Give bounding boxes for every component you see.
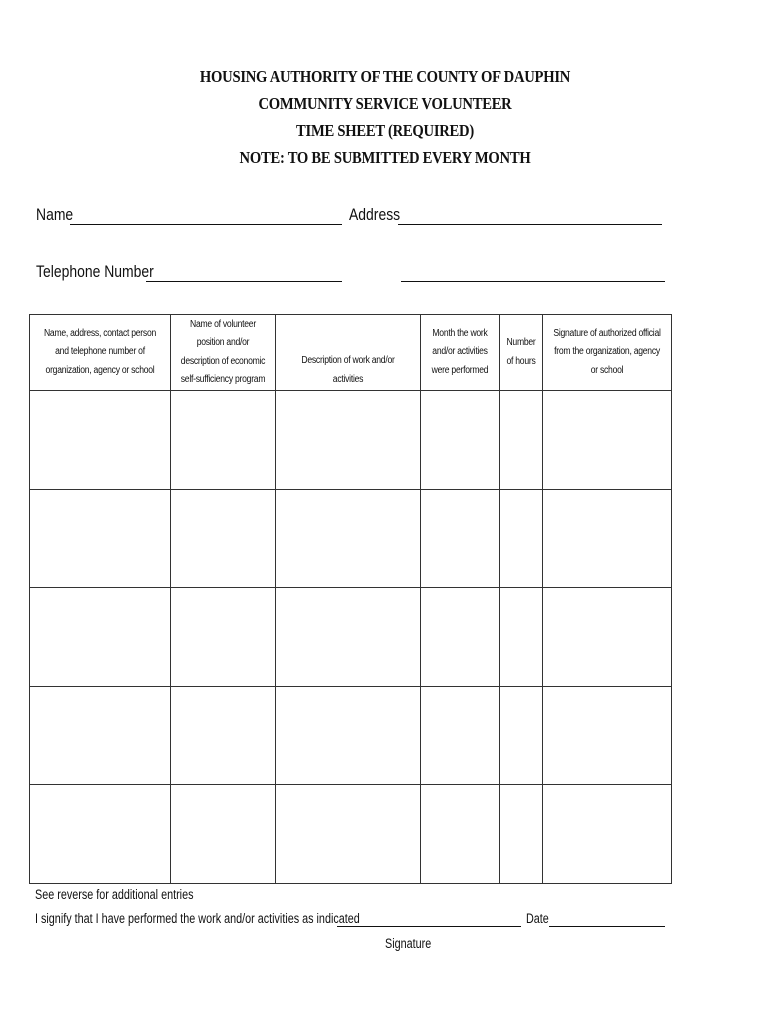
col-description-header: Description of work and/or activities (276, 315, 421, 391)
organization-cell[interactable] (30, 785, 171, 884)
col-signature-header: Signature of authorized official from the organization, agency or school (543, 315, 672, 391)
date-label: Date (526, 911, 549, 926)
table-row (30, 391, 672, 490)
organization-cell[interactable] (30, 588, 171, 687)
col-hours-header: Number of hours (500, 315, 543, 391)
table-row (30, 686, 672, 785)
address-label: Address (349, 205, 401, 224)
month-cell[interactable] (421, 588, 500, 687)
col-position-header: Name of volunteer position and/or description of economic self-sufficiency program (171, 315, 276, 391)
signature-field[interactable] (337, 926, 521, 927)
header-form-type: TIME SHEET (REQUIRED) (296, 121, 474, 140)
table-row (30, 489, 672, 588)
description-cell[interactable] (276, 391, 421, 490)
table-row (30, 588, 672, 687)
certification-statement: I signify that I have performed the work and/or activities as indicated (35, 911, 360, 926)
table-row (30, 785, 672, 884)
position-cell[interactable] (171, 489, 276, 588)
position-cell[interactable] (171, 686, 276, 785)
telephone-field[interactable] (146, 281, 342, 282)
organization-cell[interactable] (30, 686, 171, 785)
description-cell[interactable] (276, 489, 421, 588)
header-note: NOTE: TO BE SUBMITTED EVERY MONTH (239, 148, 531, 167)
name-field[interactable] (70, 224, 342, 225)
signature-cell[interactable] (543, 686, 672, 785)
hours-cell[interactable] (500, 785, 543, 884)
position-cell[interactable] (171, 588, 276, 687)
table-header-row (30, 315, 672, 391)
position-cell[interactable] (171, 785, 276, 884)
hours-cell[interactable] (500, 489, 543, 588)
header-subtitle: COMMUNITY SERVICE VOLUNTEER (258, 94, 512, 113)
reverse-note: See reverse for additional entries (35, 887, 194, 902)
address-line-2-field[interactable] (401, 281, 665, 282)
signature-cell[interactable] (543, 588, 672, 687)
organization-cell[interactable] (30, 391, 171, 490)
col-month-header: Month the work and/or activities were performed (421, 315, 500, 391)
time-sheet-table (29, 314, 672, 884)
signature-label: Signature (385, 936, 432, 951)
date-field[interactable] (549, 926, 665, 927)
position-cell[interactable] (171, 391, 276, 490)
telephone-label: Telephone Number (36, 262, 154, 281)
col-organization-header: Name, address, contact person and telephone number of organization, agency or school (30, 315, 171, 391)
organization-cell[interactable] (30, 489, 171, 588)
description-cell[interactable] (276, 686, 421, 785)
hours-cell[interactable] (500, 686, 543, 785)
signature-cell[interactable] (543, 391, 672, 490)
signature-cell[interactable] (543, 489, 672, 588)
hours-cell[interactable] (500, 588, 543, 687)
month-cell[interactable] (421, 686, 500, 785)
hours-cell[interactable] (500, 391, 543, 490)
signature-cell[interactable] (543, 785, 672, 884)
address-field[interactable] (398, 224, 662, 225)
name-label: Name (36, 205, 74, 224)
month-cell[interactable] (421, 785, 500, 884)
description-cell[interactable] (276, 588, 421, 687)
description-cell[interactable] (276, 785, 421, 884)
month-cell[interactable] (421, 489, 500, 588)
header-title: HOUSING AUTHORITY OF THE COUNTY OF DAUPHIN (199, 67, 571, 86)
form-header (54, 63, 716, 171)
month-cell[interactable] (421, 391, 500, 490)
